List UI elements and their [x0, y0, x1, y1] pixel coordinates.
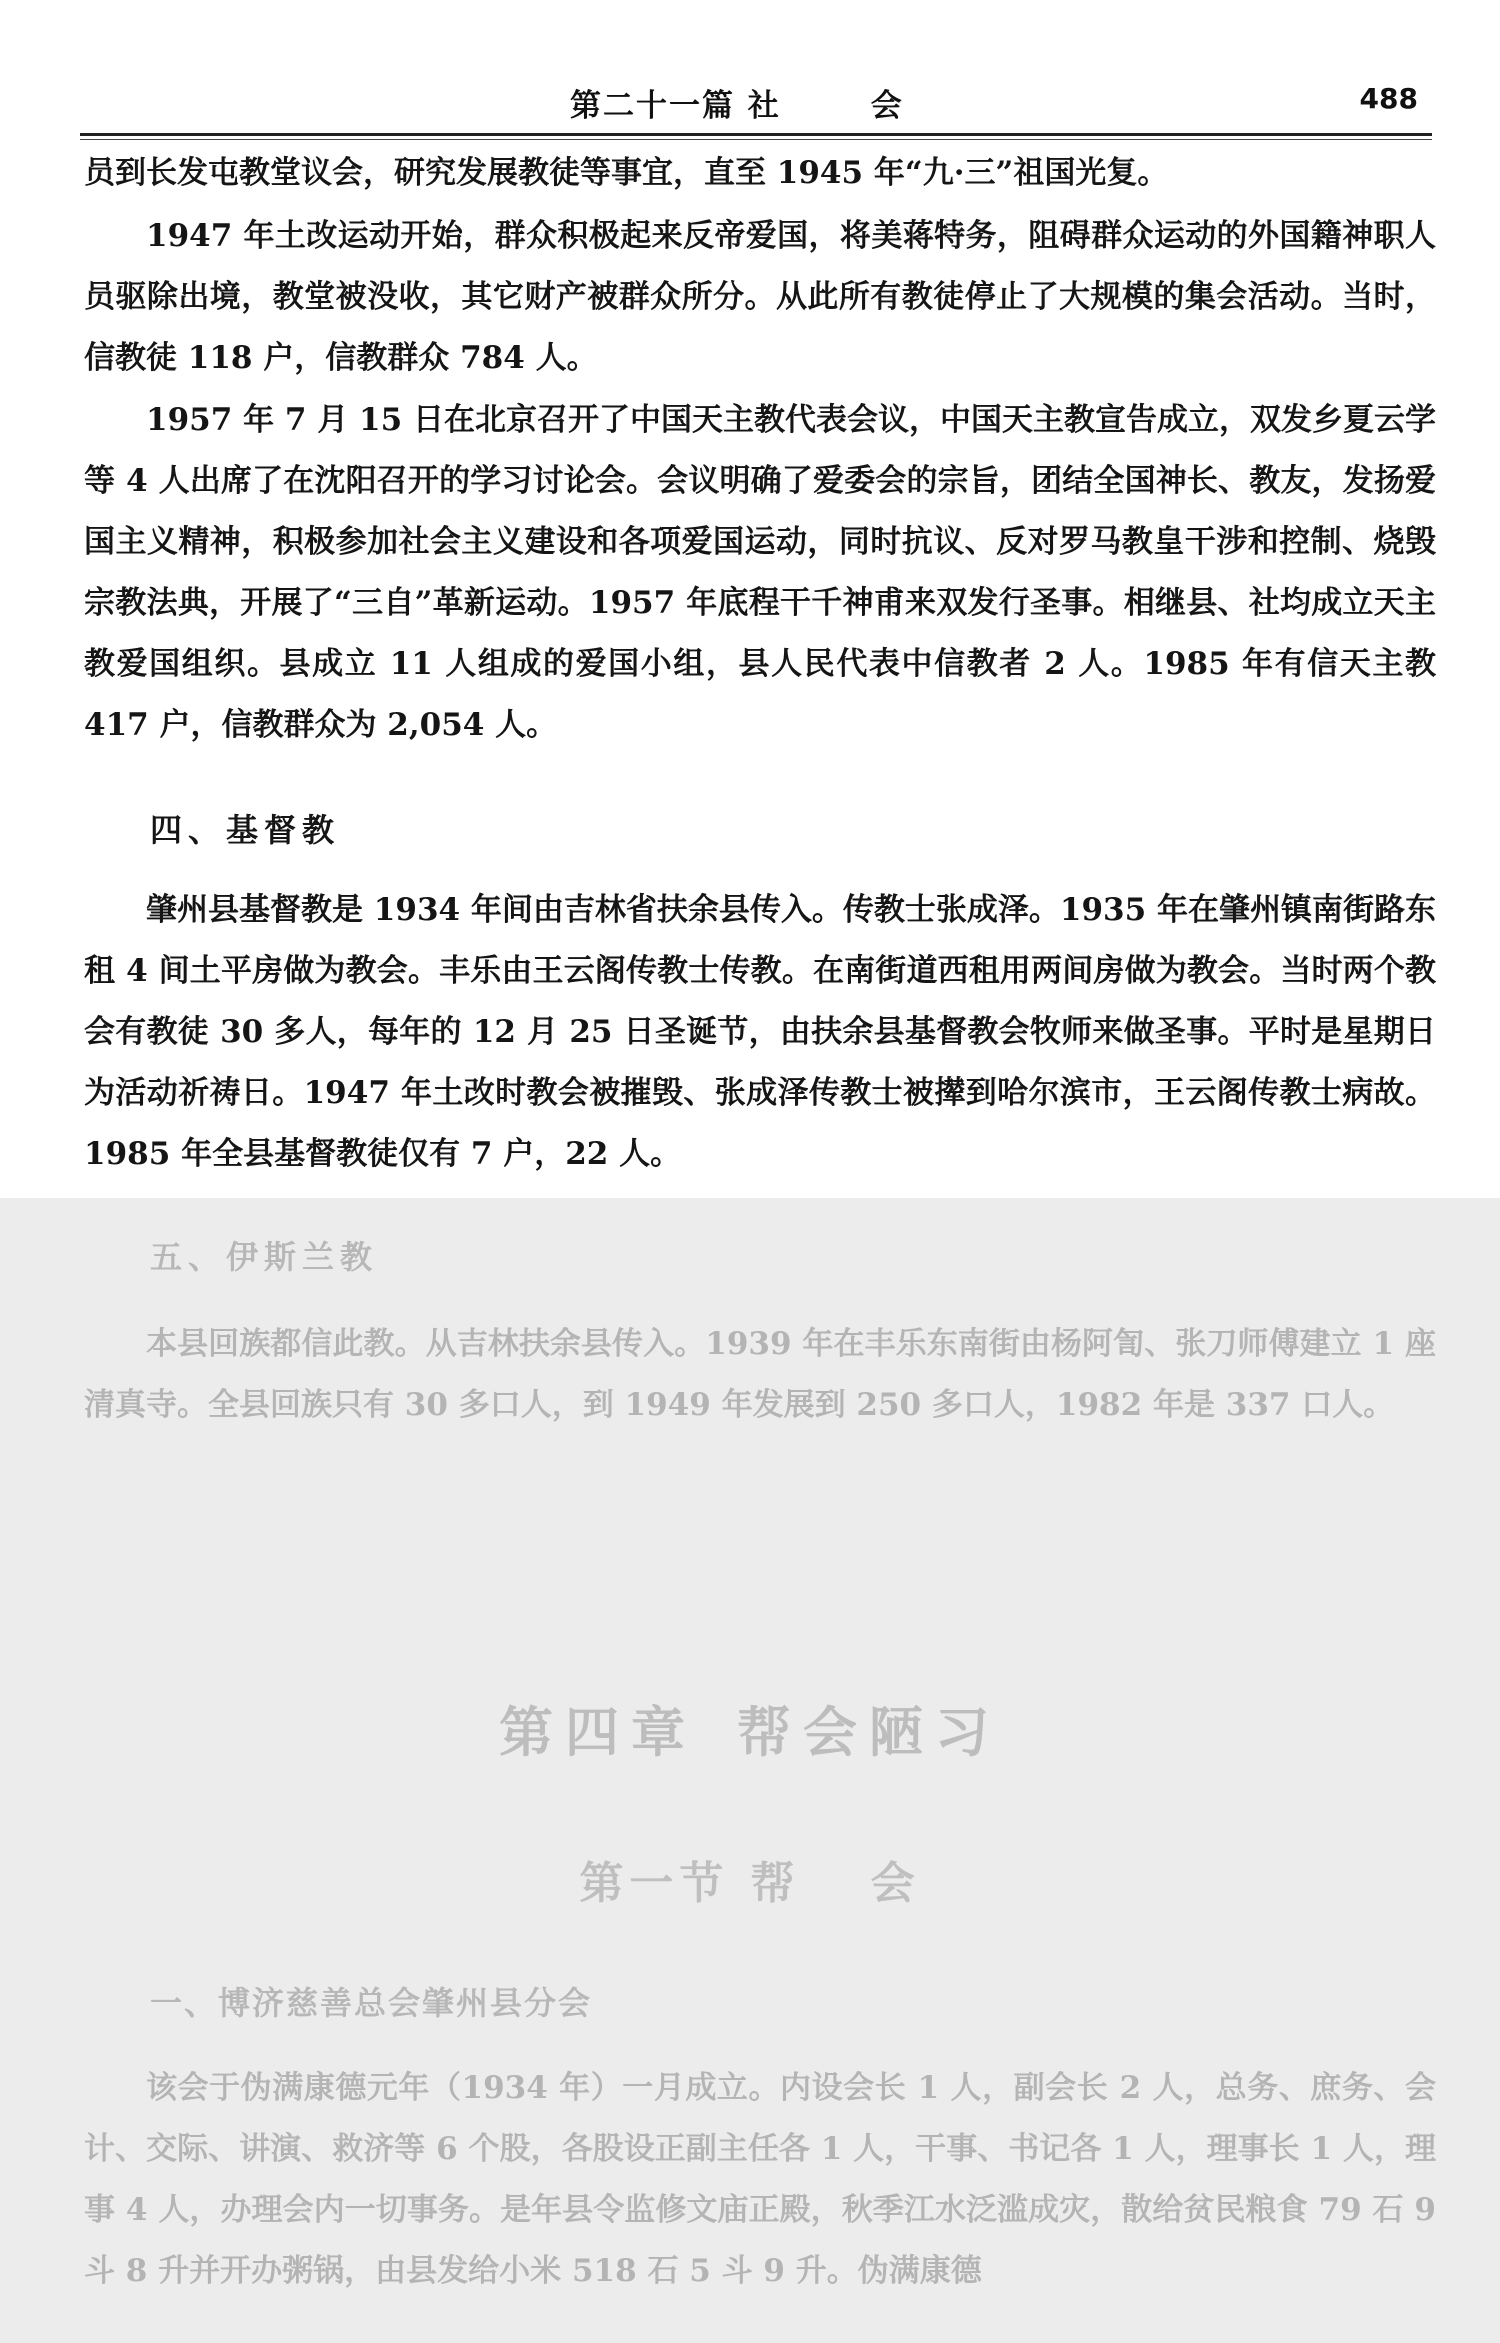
paragraph-block-4	[84, 880, 1436, 1185]
header-title-part2: 会	[870, 88, 904, 124]
chapter-title	[0, 1690, 1500, 1767]
paragraph-block-5	[84, 1314, 1436, 1436]
paragraph-4: 肇州县基督教是 1934 年间由吉林省扶余县传入。传教士张成泽。1935 年在肇州镇南街路东租 4 间土平房做为教会。丰乐由王云阁传教士传教。在南街道西租用两间房做为教会。当时两个教会有教徒 30 多人，每年的 12 月 25 日圣诞节，由扶余县基督教会牧师来做圣事。平时是星期日为活动祈祷日。1947 年土改时教会被摧毁、张成泽传教士被撵到哈尔滨市，王云阁传教士病故。1985 年全县基督教徒仅有 7 户，22 人。	[84, 892, 1436, 1172]
page-number: 488	[1359, 82, 1418, 115]
header-title-part1: 第二十一篇 社	[570, 88, 781, 124]
subheading-block	[150, 1978, 1150, 2024]
chapter-name: 帮会陋习	[737, 1700, 1001, 1764]
paragraph-block-3	[84, 390, 1436, 756]
paragraph-5: 本县回族都信此教。从吉林扶余县传入。1939 年在丰乐东南街由杨阿訇、张刀师傅建立 1 座清真寺。全县回族只有 30 多口人，到 1949 年发展到 250 多口人，1982 年是 337 口人。	[84, 1326, 1436, 1423]
paragraph-1: 员到长发屯教堂议会，研究发展教徒等事宜，直至 1945 年“九·三”祖国光复。	[84, 155, 1169, 191]
heading-block-5	[150, 1232, 750, 1278]
section-heading-christianity: 四、基督教	[150, 811, 341, 849]
paragraph-6: 该会于伪满康德元年（1934 年）一月成立。内设会长 1 人，副会长 2 人，总务、庶务、会计、交际、讲演、救济等 6 个股，各股设正副主任各 1 人，干事、书记各 1 人，理事长 1 人，理事 4 人，办理会内一切事务。是年县令监修文庙正殿，秋季江水泛滥成灾，散给贫民粮食 79 石 9 斗 8 升并开办粥锅，由县发给小米 518 石 5 斗 9 升。伪满康德	[84, 2070, 1436, 2289]
paragraph-3: 1957 年 7 月 15 日在北京召开了中国天主教代表会议，中国天主教宣告成立，双发乡夏云学等 4 人出席了在沈阳召开的学习讨论会。会议明确了爱委会的宗旨，团结全国神长、教友，发扬爱国主义精神，积极参加社会主义建设和各项爱国运动，同时抗议、反对罗马教皇干涉和控制、烧毁宗教法典，开展了“三自”革新运动。1957 年底程干千神甫来双发行圣事。相继县、社均成立天主教爱国组织。县成立 11 人组成的爱国小组，县人民代表中信教者 2 人。1985 年有信天主教 417 户，信教群众为 2,054 人。	[84, 402, 1436, 743]
paragraph-block-2	[84, 206, 1436, 389]
header-rule	[80, 133, 1432, 136]
paragraph-continued	[84, 143, 1436, 204]
subheading-society: 一、博济慈善总会肇州县分会	[150, 1984, 593, 2022]
section-title-part2: 会	[870, 1858, 921, 1909]
running-header	[80, 80, 1430, 134]
heading-block-4	[150, 805, 750, 851]
paragraph-block-6	[84, 2058, 1436, 2302]
header-rule-thin	[80, 139, 1432, 140]
section-title-part1: 第一节 帮	[579, 1858, 801, 1909]
chapter-number: 第四章	[499, 1700, 697, 1764]
section-title	[0, 1847, 1500, 1911]
header-title	[570, 80, 904, 125]
section-heading-islam: 五、伊斯兰教	[150, 1238, 379, 1276]
paragraph-2: 1947 年土改运动开始，群众积极起来反帝爱国，将美蒋特务，阻碍群众运动的外国籍神职人员驱除出境，教堂被没收，其它财产被群众所分。从此所有教徒停止了大规模的集会活动。当时，信教徒 118 户，信教群众 784 人。	[84, 218, 1436, 376]
